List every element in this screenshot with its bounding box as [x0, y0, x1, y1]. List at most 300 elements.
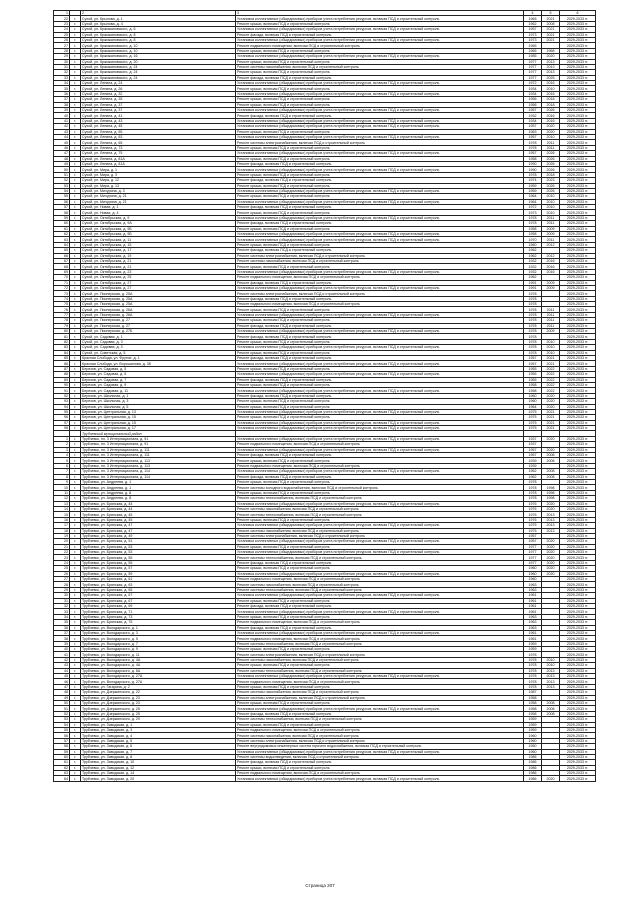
address: Трубчевск, ул. Гагарина, д. 2	[81, 684, 236, 689]
work-type: Ремонт подвального помещения, включая ПСД и строительный контроль	[236, 302, 524, 307]
row-number: 47	[54, 684, 70, 689]
build-year: 1959	[524, 183, 542, 188]
last-repair-year: 2011	[542, 318, 560, 323]
last-repair-year: 2010	[542, 339, 560, 344]
planned-period: 2029-2033 гг.	[560, 118, 596, 123]
row-number: 74	[54, 296, 70, 301]
settlement-type: г.	[70, 582, 81, 587]
settlement-type: г.	[70, 733, 81, 738]
work-type: Ремонт крыши, включая ПСД и строительный контроль	[236, 366, 524, 371]
build-year: 1978	[524, 663, 542, 668]
planned-period: 2029-2033 гг.	[560, 264, 596, 269]
planned-period: 2029-2033 гг.	[560, 161, 596, 166]
work-type: Установка коллективных (общедомовых) приборов учета потребления ресурсов, включая ПСД и строительный контроль	[236, 167, 524, 172]
row-number: 64	[54, 242, 70, 247]
build-year: 1959	[524, 641, 542, 646]
planned-period: 2029-2033 гг.	[560, 113, 596, 118]
planned-period: 2029-2033 гг.	[560, 517, 596, 522]
row-number: 71	[54, 280, 70, 285]
work-type: Ремонт крыши, включая ПСД и строительный контроль	[236, 70, 524, 75]
row-number: 54	[54, 188, 70, 193]
row-number: 28	[54, 48, 70, 53]
address: Сухой, ул. Садовая, д. 1	[81, 334, 236, 339]
build-year: 1978	[524, 479, 542, 484]
last-repair-year: 2020	[542, 571, 560, 576]
address: Трубчевск, ул. Володарского, д. 4А	[81, 657, 236, 662]
settlement-type: г.	[70, 523, 81, 528]
settlement-type: г.	[70, 636, 81, 641]
row-number: 91	[54, 388, 70, 393]
row-number: 36	[54, 91, 70, 96]
row-number: 52	[54, 178, 70, 183]
settlement-type: г.	[70, 113, 81, 118]
build-year: 1958	[524, 226, 542, 231]
planned-period: 2029-2033 гг.	[560, 426, 596, 431]
settlement-type: г.	[70, 679, 81, 684]
last-repair-year: 2020	[542, 566, 560, 571]
planned-period: 2029-2033 гг.	[560, 275, 596, 280]
settlement-type: г.	[70, 48, 81, 53]
planned-period: 2029-2033 гг.	[560, 183, 596, 188]
build-year: 1977	[524, 70, 542, 75]
build-year: 1962	[524, 253, 542, 258]
row-number: 58	[54, 210, 70, 215]
address: Трубчевск, ул. Брянская, д. 59	[81, 571, 236, 576]
planned-period: 2029-2033 гг.	[560, 442, 596, 447]
planned-period: 2029-2033 гг.	[560, 738, 596, 743]
settlement-type: г.	[70, 16, 81, 21]
settlement-type: г.	[70, 280, 81, 285]
settlement-type: г.	[70, 124, 81, 129]
planned-period: 2029-2033 гг.	[560, 302, 596, 307]
planned-period: 2029-2033 гг.	[560, 205, 596, 210]
work-type: Установка коллективных (общедомовых) приборов учета потребления ресурсов, включая ПСД и строительный контроль	[236, 345, 524, 350]
table-row	[54, 776, 596, 781]
row-number: 58	[54, 744, 70, 749]
settlement-type: г.	[70, 318, 81, 323]
work-type: Установка коллективных (общедомовых) приборов учета потребления ресурсов, включая ПСД и строительный контроль	[236, 447, 524, 452]
work-type: Установка коллективных (общедомовых) приборов учета потребления ресурсов, включая ПСД и строительный контроль	[236, 151, 524, 156]
col-num-6: 6	[560, 11, 596, 16]
build-year: 1957	[524, 361, 542, 366]
build-year: 1958	[524, 382, 542, 387]
build-year: 1978	[524, 674, 542, 679]
work-type: Установка коллективных (общедомовых) приборов учета потребления ресурсов, включая ПСД и строительный контроль	[236, 16, 524, 21]
address: Березов, ул. Школьная, д. 5	[81, 404, 236, 409]
build-year: 1932	[524, 269, 542, 274]
build-year: 1973	[524, 37, 542, 42]
row-number: 63	[54, 237, 70, 242]
last-repair-year: 2022	[542, 366, 560, 371]
build-year: 1961	[524, 603, 542, 608]
address: Березов, ул. Центральная, д. 13	[81, 409, 236, 414]
row-number: 65	[54, 248, 70, 253]
row-number: 86	[54, 361, 70, 366]
address: Сухой, ул. Кржижановского, д. 24	[81, 75, 236, 80]
row-number: 10	[54, 485, 70, 490]
address: Сухой, ул. Октябрьская, д. 27	[81, 280, 236, 285]
address: Сухой, ул. Кржижановского, д. 8	[81, 37, 236, 42]
row-number: 64	[54, 776, 70, 781]
planned-period: 2029-2033 гг.	[560, 717, 596, 722]
address: Трубчевск, ул. Брянская, д. 65	[81, 587, 236, 592]
settlement-type: г.	[70, 59, 81, 64]
planned-period: 2029-2033 гг.	[560, 232, 596, 237]
work-type: Установка коллективных (общедомовых) приборов учета потребления ресурсов, включая ПСД и строительный контроль	[236, 501, 524, 506]
address: Сухой, ул. Ленина, д. 45	[81, 124, 236, 129]
settlement-type: г.	[70, 420, 81, 425]
settlement-type: г.	[70, 75, 81, 80]
row-number: 46	[54, 679, 70, 684]
work-type: Ремонт крыши, включая ПСД и строительный контроль	[236, 458, 524, 463]
address: Сухой, ул. Октябрьская, д. 9А	[81, 221, 236, 226]
planned-period: 2029-2033 гг.	[560, 16, 596, 21]
settlement-type: г.	[70, 205, 81, 210]
settlement-type: г.	[70, 560, 81, 565]
work-type: Ремонт фасада, включая ПСД и строительный контроль	[236, 248, 524, 253]
last-repair-year: 2010	[542, 205, 560, 210]
build-year: 1972	[524, 205, 542, 210]
address: Сухой, ул. Пионерская, д. 27Б	[81, 329, 236, 334]
last-repair-year: 2016	[542, 269, 560, 274]
build-year: 1956	[524, 97, 542, 102]
work-type: Ремонт внутридомовых инженерных систем горячего водоснабжения, включая ПСД и строительный контроль	[236, 744, 524, 749]
planned-period: 2029-2033 гг.	[560, 727, 596, 732]
last-repair-year: 2020	[542, 506, 560, 511]
settlement-type: г.	[70, 539, 81, 544]
build-year: 1932	[524, 264, 542, 269]
planned-period: 2029-2033 гг.	[560, 490, 596, 495]
build-year: 1973	[524, 32, 542, 37]
work-type: Установка коллективных (общедомовых) приборов учета потребления ресурсов, включая ПСД и строительный контроль	[236, 215, 524, 220]
build-year: 1957	[524, 356, 542, 361]
last-repair-year: 2008	[542, 701, 560, 706]
address: Сухой, ул. Ленина, д. 37	[81, 102, 236, 107]
settlement-type: г.	[70, 156, 81, 161]
work-type: Ремонт крыши, включая ПСД и строительный контроль	[236, 145, 524, 150]
work-type: Установка коллективных (общедомовых) приборов учета потребления ресурсов, включая ПСД и строительный контроль	[236, 81, 524, 86]
settlement-type: г.	[70, 372, 81, 377]
build-year: 1986	[524, 754, 542, 759]
build-year: 1960	[524, 399, 542, 404]
work-type: Ремонт крыши, включая ПСД и строительный контроль	[236, 242, 524, 247]
work-type: Ремонт системы теплоснабжения, включая ПСД и строительный контроль	[236, 512, 524, 517]
build-year: 1964	[524, 194, 542, 199]
settlement-type: г.	[70, 356, 81, 361]
last-repair-year: 2020	[542, 54, 560, 59]
col-num-5: 5	[542, 11, 560, 16]
address: Сухой, ул. Садовая, д. 3	[81, 345, 236, 350]
settlement-type: г.	[70, 727, 81, 732]
settlement-type: г.	[70, 199, 81, 204]
address: Березов, ул. Школьная, д. 3	[81, 399, 236, 404]
settlement-type: г.	[70, 469, 81, 474]
build-year: 1964	[524, 404, 542, 409]
address: Сухой, ул. Октябрьская, д. 11	[81, 237, 236, 242]
settlement-type: г.	[70, 264, 81, 269]
row-number: 60	[54, 754, 70, 759]
work-type: Ремонт крыши, включая ПСД и строительный контроль	[236, 663, 524, 668]
last-repair-year: 2020	[542, 436, 560, 441]
planned-period: 2029-2033 гг.	[560, 81, 596, 86]
build-year: 1976	[524, 501, 542, 506]
settlement-type: г.	[70, 145, 81, 150]
work-type: Ремонт фасада, включая ПСД и строительный контроль	[236, 453, 524, 458]
last-repair-year: 2020	[542, 501, 560, 506]
planned-period: 2029-2033 гг.	[560, 760, 596, 765]
build-year: 1961	[524, 598, 542, 603]
build-year: 1978	[524, 652, 542, 657]
work-type: Ремонт фасада, включая ПСД и строительный контроль	[236, 280, 524, 285]
planned-period: 2029-2033 гг.	[560, 679, 596, 684]
work-type: Установка коллективных (общедомовых) приборов учета потребления ресурсов, включая ПСД и строительный контроль	[236, 776, 524, 781]
settlement-type: г.	[70, 426, 81, 431]
row-number: 29	[54, 54, 70, 59]
register-table	[53, 10, 596, 782]
work-type: Установка коллективных (общедомовых) приборов учета потребления ресурсов, включая ПСД и строительный контроль	[236, 91, 524, 96]
row-number: 8	[54, 474, 70, 479]
settlement-type: г.	[70, 587, 81, 592]
build-year: 1957	[524, 151, 542, 156]
planned-period: 2029-2033 гг.	[560, 593, 596, 598]
last-repair-year: 2013	[542, 64, 560, 69]
work-type: Ремонт системы газоснабжения, включая ПСД и строительный контроль	[236, 528, 524, 533]
build-year: 1932	[524, 258, 542, 263]
build-year: 1978	[524, 668, 542, 673]
settlement-type: г.	[70, 609, 81, 614]
work-type: Ремонт крыши, включая ПСД и строительный контроль	[236, 59, 524, 64]
row-number: 55	[54, 727, 70, 732]
planned-period: 2029-2033 гг.	[560, 684, 596, 689]
planned-period: 2029-2033 гг.	[560, 280, 596, 285]
row-number: 43	[54, 663, 70, 668]
work-type: Установка коллективных (общедомовых) приборов учета потребления ресурсов, включая ПСД и строительный контроль	[236, 285, 524, 290]
work-type: Ремонт крыши, включая ПСД и строительный контроль	[236, 490, 524, 495]
row-number: 30	[54, 59, 70, 64]
settlement-type: г.	[70, 577, 81, 582]
build-year: 1934	[524, 86, 542, 91]
work-type: Ремонт фасада, включая ПСД и строительный контроль	[236, 32, 524, 37]
last-repair-year: 2013	[542, 512, 560, 517]
last-repair-year: 2011	[542, 215, 560, 220]
settlement-type: г.	[70, 118, 81, 123]
settlement-type: г.	[70, 32, 81, 37]
row-number: 80	[54, 329, 70, 334]
row-number: 68	[54, 264, 70, 269]
planned-period: 2029-2033 гг.	[560, 32, 596, 37]
build-year: 1991	[524, 280, 542, 285]
settlement-type: г.	[70, 151, 81, 156]
last-repair-year: 2020	[542, 404, 560, 409]
row-number: 83	[54, 345, 70, 350]
build-year: 1978	[524, 140, 542, 145]
work-type: Установка коллективных (общедомовых) приборов учета потребления ресурсов, включая ПСД и строительный контроль	[236, 108, 524, 113]
work-type: Ремонт крыши, включая ПСД и строительный контроль	[236, 350, 524, 355]
row-number: 57	[54, 205, 70, 210]
address: Трубчевск, ул. Брянская, д. 71	[81, 609, 236, 614]
row-number: 12	[54, 496, 70, 501]
work-type: Установка коллективных (общедомовых) приборов учета потребления ресурсов, включая ПСД и строительный контроль	[236, 426, 524, 431]
address: Сухой, ул. Пионерская, д. 27	[81, 323, 236, 328]
build-year: 1987	[524, 690, 542, 695]
settlement-type: г.	[70, 463, 81, 468]
address: Трубчевск, ул. Брянская, д. 45	[81, 512, 236, 517]
planned-period: 2029-2033 гг.	[560, 469, 596, 474]
settlement-type: г.	[70, 140, 81, 145]
row-number: 96	[54, 415, 70, 420]
last-repair-year: 2008	[542, 469, 560, 474]
address: Трубчевск, ул. Брянская, д. 55	[81, 560, 236, 565]
row-number: 61	[54, 226, 70, 231]
address: Трубчевск, ул. Брянская, д. 67	[81, 593, 236, 598]
work-type: Установка коллективных (общедомовых) приборов учета потребления ресурсов, включая ПСД и строительный контроль	[236, 539, 524, 544]
last-repair-year: 2013	[542, 523, 560, 528]
last-repair-year: 2021	[542, 409, 560, 414]
settlement-type: г.	[70, 738, 81, 743]
row-number: 26	[54, 571, 70, 576]
last-repair-year: 2026	[542, 167, 560, 172]
settlement-type: г.	[70, 603, 81, 608]
planned-period: 2029-2033 гг.	[560, 194, 596, 199]
build-year: 1958	[524, 156, 542, 161]
planned-period: 2029-2033 гг.	[560, 749, 596, 754]
last-repair-year: 2012	[542, 242, 560, 247]
planned-period: 2029-2033 гг.	[560, 339, 596, 344]
row-number: 22	[54, 16, 70, 21]
planned-period: 2029-2033 гг.	[560, 641, 596, 646]
row-number: 23	[54, 555, 70, 560]
settlement-type: г.	[70, 253, 81, 258]
address: Сухой, ул. Ленина, д. 35	[81, 97, 236, 102]
settlement-type: г.	[70, 382, 81, 387]
row-number: 44	[54, 134, 70, 139]
work-type: Ремонт фасада, включая ПСД и строительный контроль	[236, 393, 524, 398]
work-type: Ремонт фасада, включая ПСД и строительный контроль	[236, 161, 524, 166]
address: Трубчевск, ул. Володарского, д. 7	[81, 641, 236, 646]
row-number: 67	[54, 258, 70, 263]
row-number: 92	[54, 393, 70, 398]
build-year: 1975	[524, 523, 542, 528]
row-number: 32	[54, 603, 70, 608]
row-number: 6	[54, 463, 70, 468]
last-repair-year: 2013	[542, 517, 560, 522]
build-year: 1960	[524, 733, 542, 738]
work-type: Установка коллективных (общедомовых) приборов учета потребления ресурсов, включая ПСД и строительный контроль	[236, 550, 524, 555]
row-number: 29	[54, 587, 70, 592]
last-repair-year: 2013	[542, 684, 560, 689]
row-number: 93	[54, 399, 70, 404]
planned-period: 2029-2033 гг.	[560, 582, 596, 587]
address: Трубчевск, ул. Заводская, д. 7	[81, 749, 236, 754]
address: Трубчевск, пл. 3 Интернационала, д. 113	[81, 463, 236, 468]
address: Сухой, ул. Октябрьская, д. 21	[81, 264, 236, 269]
address: Березов, ул. Центральная, д. 17	[81, 426, 236, 431]
settlement-type: г.	[70, 663, 81, 668]
row-number: 50	[54, 167, 70, 172]
work-type: Ремонт системы холодного водоснабжения, включая ПСД и строительный контроль	[236, 485, 524, 490]
address: Сухой, ул. Ленина, д. 81А	[81, 156, 236, 161]
work-type: Ремонт подвального помещения, включая ПСД и строительный контроль	[236, 275, 524, 280]
last-repair-year: 2026	[542, 183, 560, 188]
work-type: Ремонт фасада, включая ПСД и строительный контроль	[236, 113, 524, 118]
page-number: Страница 207	[305, 883, 335, 888]
address: Сухой, ул. Новая, д. 4	[81, 210, 236, 215]
work-type: Ремонт крыши, включая ПСД и строительный контроль	[236, 21, 524, 26]
last-repair-year: 2008	[542, 453, 560, 458]
address: Трубчевск, ул. Брянская, д. 51	[81, 539, 236, 544]
work-type: Установка коллективных (общедомовых) приборов учета потребления ресурсов, включая ПСД и строительный контроль	[236, 609, 524, 614]
build-year: 1978	[524, 350, 542, 355]
row-number: 40	[54, 113, 70, 118]
address: Трубчевск, ул. Брянская, д. 75	[81, 620, 236, 625]
row-number: 37	[54, 97, 70, 102]
work-type: Ремонт крыши, включая ПСД и строительный контроль	[236, 701, 524, 706]
last-repair-year: 1968	[542, 48, 560, 53]
work-type: Установка коллективных (общедомовых) приборов учета потребления ресурсов, включая ПСД и строительный контроль	[236, 237, 524, 242]
settlement-type: г.	[70, 458, 81, 463]
settlement-type: г.	[70, 776, 81, 781]
last-repair-year: 2018	[542, 102, 560, 107]
address: Трубчевск, ул. Володарского, д. 9	[81, 647, 236, 652]
address: Сухой, ул. Мира, д. 3	[81, 172, 236, 177]
settlement-type: г.	[70, 409, 81, 414]
build-year: 1959	[524, 722, 542, 727]
planned-period: 2029-2033 гг.	[560, 377, 596, 382]
address: Трубчевск, ул. Заводская, д. 4	[81, 733, 236, 738]
address: Трубчевск, пл. 3 Интернационала, д. 91	[81, 436, 236, 441]
build-year: 1962	[524, 248, 542, 253]
address: Трубчевск, ул. Дзержинского, д. 25	[81, 711, 236, 716]
work-type: Ремонт крыши, включая ПСД и строительный контроль	[236, 566, 524, 571]
last-repair-year: 2021	[542, 37, 560, 42]
planned-period: 2029-2033 гг.	[560, 555, 596, 560]
settlement-type: г.	[70, 108, 81, 113]
address: Трубчевск, ул. Заводская, д. 10	[81, 760, 236, 765]
row-number: 59	[54, 749, 70, 754]
row-number: 48	[54, 156, 70, 161]
work-type: Ремонт крыши, включая ПСД и строительный контроль	[236, 318, 524, 323]
planned-period: 2029-2033 гг.	[560, 652, 596, 657]
last-repair-year: 2008	[542, 458, 560, 463]
address: Сухой, ул. Пионерская, д. 26А	[81, 312, 236, 317]
planned-period: 2029-2033 гг.	[560, 657, 596, 662]
settlement-type: г.	[70, 496, 81, 501]
row-number: 16	[54, 517, 70, 522]
settlement-type: г.	[70, 70, 81, 75]
row-number: 34	[54, 614, 70, 619]
address: Трубчевск, ул. Заводская, д. 20	[81, 776, 236, 781]
work-type: Ремонт подвального помещения, включая ПСД и строительный контроль	[236, 442, 524, 447]
last-repair-year: 2021	[542, 361, 560, 366]
last-repair-year: 2026	[542, 108, 560, 113]
work-type: Ремонт крыши, включая ПСД и строительный контроль	[236, 647, 524, 652]
planned-period: 2029-2033 гг.	[560, 733, 596, 738]
address: Трубчевск, ул. Володарского, д. 27А	[81, 674, 236, 679]
address: Трубчевск, ул. Брянская, д. 44	[81, 506, 236, 511]
document-page	[53, 10, 588, 782]
planned-period: 2029-2033 гг.	[560, 102, 596, 107]
work-type: Ремонт крыши, включая ПСД и строительный контроль	[236, 183, 524, 188]
last-repair-year: 2016	[542, 264, 560, 269]
settlement-type: г.	[70, 329, 81, 334]
planned-period: 2029-2033 гг.	[560, 647, 596, 652]
row-number: 22	[54, 550, 70, 555]
address: Сухой, ул. Мичурина, д. 3	[81, 188, 236, 193]
address: Сухой, ул. Пионерская, д. 26А	[81, 307, 236, 312]
last-repair-year: 2021	[542, 420, 560, 425]
build-year: 1957	[524, 134, 542, 139]
address: Трубчевск, пл. 3 Интернационала, д. 113	[81, 458, 236, 463]
